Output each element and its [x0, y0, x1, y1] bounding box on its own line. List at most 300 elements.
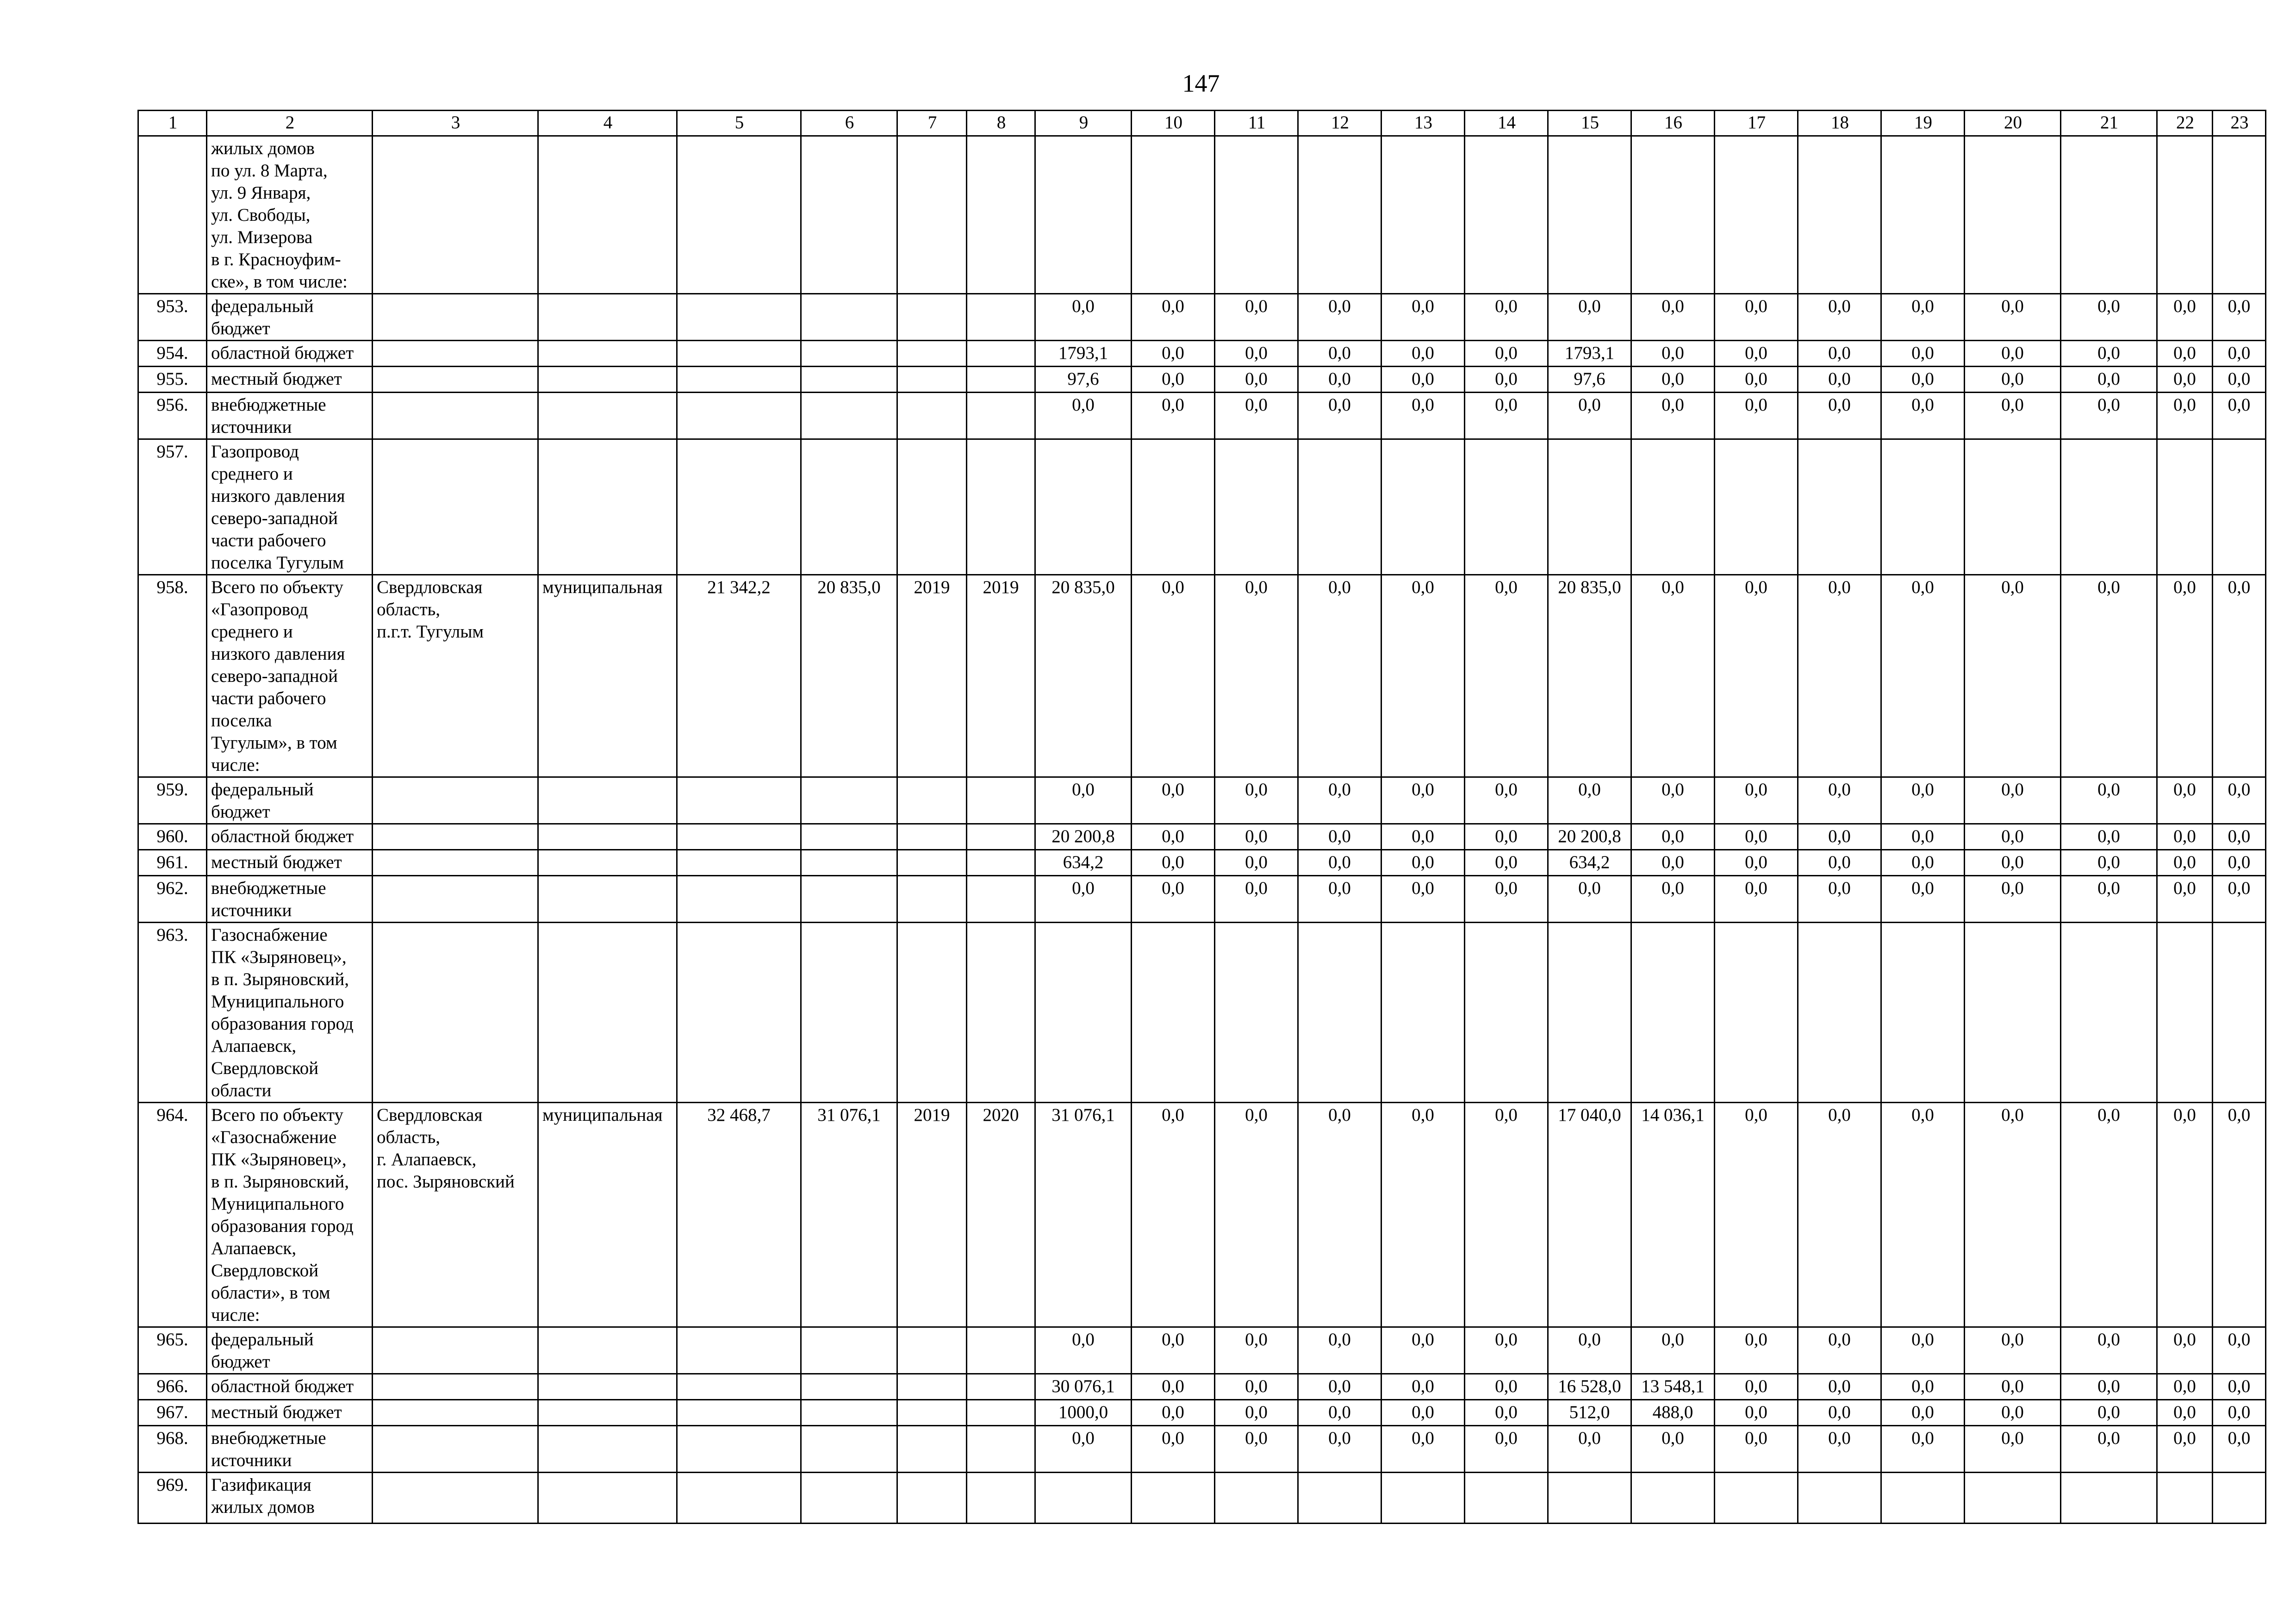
total-cost-cell	[801, 1374, 897, 1400]
item-name-cell: областной бюджет	[207, 824, 373, 850]
amount-cell: 0,0	[2061, 341, 2157, 367]
start-year-cell	[897, 824, 967, 850]
start-year-cell	[897, 1473, 967, 1524]
amount-cell: 0,0	[2213, 393, 2266, 439]
location-cell	[373, 1400, 538, 1426]
amount-cell: 0,0	[1965, 1400, 2061, 1426]
row-number-cell: 955.	[138, 367, 207, 393]
item-name-cell: федеральный бюджет	[207, 777, 373, 824]
amount-cell	[1465, 923, 1548, 1103]
amount-cell: 0,0	[1548, 1426, 1631, 1473]
amount-cell	[1465, 439, 1548, 575]
start-year-cell: 2019	[897, 575, 967, 777]
amount-cell: 0,0	[1381, 367, 1465, 393]
amount-cell: 0,0	[1381, 777, 1465, 824]
amount-cell	[2061, 439, 2157, 575]
end-year-cell	[967, 1327, 1035, 1374]
end-year-cell	[967, 439, 1035, 575]
total-cost-cell	[801, 1400, 897, 1426]
start-year-cell	[897, 294, 967, 341]
amount-cell: 0,0	[1798, 876, 1881, 923]
amount-cell: 0,0	[1881, 1103, 1965, 1327]
location-cell	[373, 341, 538, 367]
amount-cell: 0,0	[1381, 1400, 1465, 1426]
end-year-cell	[967, 341, 1035, 367]
amount-cell	[1881, 1473, 1965, 1524]
total-cost-cell	[801, 824, 897, 850]
amount-cell: 0,0	[1631, 575, 1715, 777]
table-row	[138, 439, 2266, 575]
ownership-cell	[538, 1327, 677, 1374]
amount-cell	[2157, 136, 2213, 294]
amount-cell: 0,0	[1132, 575, 1215, 777]
location-cell	[373, 850, 538, 876]
amount-cell: 0,0	[1715, 294, 1798, 341]
total-cost-cell	[801, 393, 897, 439]
table-row	[138, 367, 2266, 393]
amount-cell: 0,0	[1881, 876, 1965, 923]
amount-cell: 0,0	[1298, 824, 1381, 850]
row-number-cell: 962.	[138, 876, 207, 923]
table-row	[138, 393, 2266, 439]
amount-cell: 0,0	[2213, 777, 2266, 824]
amount-cell: 0,0	[2157, 1374, 2213, 1400]
estimated-cost-cell	[677, 850, 801, 876]
amount-cell: 0,0	[1132, 1426, 1215, 1473]
amount-cell: 0,0	[1215, 1374, 1298, 1400]
item-name-cell: Газификация жилых домов	[207, 1473, 373, 1524]
table-row	[138, 1473, 2266, 1524]
amount-cell: 0,0	[2061, 824, 2157, 850]
amount-cell: 0,0	[1965, 393, 2061, 439]
start-year-cell	[897, 341, 967, 367]
amount-cell	[1631, 1473, 1715, 1524]
end-year-cell: 2020	[967, 1103, 1035, 1327]
amount-cell: 0,0	[1035, 876, 1132, 923]
amount-cell: 0,0	[2157, 876, 2213, 923]
amount-cell	[1965, 136, 2061, 294]
amount-cell: 0,0	[1715, 367, 1798, 393]
row-number-cell: 957.	[138, 439, 207, 575]
amount-cell	[1298, 923, 1381, 1103]
amount-cell: 0,0	[1465, 294, 1548, 341]
amount-cell	[1381, 923, 1465, 1103]
amount-cell: 0,0	[1381, 1103, 1465, 1327]
amount-cell: 0,0	[1132, 1103, 1215, 1327]
amount-cell: 0,0	[1381, 850, 1465, 876]
amount-cell	[1215, 439, 1298, 575]
amount-cell: 0,0	[1215, 824, 1298, 850]
amount-cell	[1548, 439, 1631, 575]
table-row	[138, 294, 2266, 341]
estimated-cost-cell	[677, 294, 801, 341]
ownership-cell	[538, 1400, 677, 1426]
amount-cell: 0,0	[1965, 1103, 2061, 1327]
amount-cell: 0,0	[1465, 575, 1548, 777]
amount-cell	[1965, 923, 2061, 1103]
column-number-header: 9	[1035, 111, 1132, 136]
estimated-cost-cell	[677, 1473, 801, 1524]
amount-cell: 0,0	[2157, 341, 2213, 367]
column-number-header: 20	[1965, 111, 2061, 136]
amount-cell: 0,0	[1215, 876, 1298, 923]
amount-cell: 0,0	[2157, 1426, 2213, 1473]
estimated-cost-cell	[677, 393, 801, 439]
amount-cell: 0,0	[2213, 1103, 2266, 1327]
total-cost-cell	[801, 1426, 897, 1473]
ownership-cell	[538, 393, 677, 439]
column-number-header-row	[138, 111, 2266, 136]
total-cost-cell: 20 835,0	[801, 575, 897, 777]
row-number-cell: 959.	[138, 777, 207, 824]
amount-cell	[1215, 923, 1298, 1103]
amount-cell	[1881, 923, 1965, 1103]
amount-cell: 0,0	[1215, 1327, 1298, 1374]
amount-cell	[1548, 136, 1631, 294]
amount-cell: 0,0	[1631, 393, 1715, 439]
amount-cell: 0,0	[1798, 824, 1881, 850]
amount-cell	[1715, 439, 1798, 575]
column-number-header: 2	[207, 111, 373, 136]
location-cell: Свердловская область, п.г.т. Тугулым	[373, 575, 538, 777]
amount-cell: 0,0	[1215, 1400, 1298, 1426]
amount-cell: 0,0	[1215, 777, 1298, 824]
start-year-cell	[897, 1327, 967, 1374]
amount-cell: 0,0	[1631, 294, 1715, 341]
amount-cell: 0,0	[1715, 876, 1798, 923]
amount-cell: 0,0	[1215, 850, 1298, 876]
end-year-cell	[967, 1374, 1035, 1400]
row-number-cell: 958.	[138, 575, 207, 777]
amount-cell	[1298, 1473, 1381, 1524]
amount-cell	[2157, 439, 2213, 575]
page-number: 147	[1182, 69, 1220, 97]
amount-cell	[1798, 136, 1881, 294]
column-number-header: 3	[373, 111, 538, 136]
item-name-cell: Газопровод среднего и низкого давления северо-западной части рабочего поселка Тугулым	[207, 439, 373, 575]
ownership-cell	[538, 367, 677, 393]
column-number-header: 8	[967, 111, 1035, 136]
amount-cell: 0,0	[1298, 575, 1381, 777]
end-year-cell	[967, 777, 1035, 824]
amount-cell: 0,0	[1298, 294, 1381, 341]
amount-cell: 0,0	[1465, 850, 1548, 876]
amount-cell: 0,0	[2061, 1327, 2157, 1374]
amount-cell	[1715, 923, 1798, 1103]
amount-cell	[1548, 923, 1631, 1103]
amount-cell: 0,0	[2157, 777, 2213, 824]
amount-cell: 488,0	[1631, 1400, 1715, 1426]
amount-cell: 0,0	[1465, 777, 1548, 824]
table-row	[138, 850, 2266, 876]
ownership-cell	[538, 294, 677, 341]
amount-cell: 0,0	[1798, 1374, 1881, 1400]
amount-cell: 0,0	[1715, 850, 1798, 876]
amount-cell: 0,0	[1381, 824, 1465, 850]
amount-cell: 97,6	[1548, 367, 1631, 393]
amount-cell: 0,0	[1381, 575, 1465, 777]
total-cost-cell	[801, 850, 897, 876]
location-cell	[373, 1327, 538, 1374]
item-name-cell: местный бюджет	[207, 1400, 373, 1426]
row-number-cell: 960.	[138, 824, 207, 850]
amount-cell: 0,0	[1548, 876, 1631, 923]
column-number-header: 23	[2213, 111, 2266, 136]
amount-cell: 0,0	[2157, 1103, 2213, 1327]
total-cost-cell: 31 076,1	[801, 1103, 897, 1327]
amount-cell: 0,0	[1298, 341, 1381, 367]
amount-cell: 0,0	[1132, 341, 1215, 367]
amount-cell: 0,0	[1132, 1374, 1215, 1400]
amount-cell	[1215, 1473, 1298, 1524]
amount-cell: 0,0	[2061, 1374, 2157, 1400]
column-number-header: 21	[2061, 111, 2157, 136]
amount-cell	[1548, 1473, 1631, 1524]
end-year-cell	[967, 393, 1035, 439]
amount-cell: 0,0	[1298, 850, 1381, 876]
amount-cell: 31 076,1	[1035, 1103, 1132, 1327]
amount-cell: 0,0	[2213, 824, 2266, 850]
row-number-cell: 965.	[138, 1327, 207, 1374]
end-year-cell	[967, 136, 1035, 294]
location-cell	[373, 136, 538, 294]
row-number-cell: 968.	[138, 1426, 207, 1473]
amount-cell: 16 528,0	[1548, 1374, 1631, 1400]
amount-cell: 0,0	[1035, 1426, 1132, 1473]
end-year-cell	[967, 1400, 1035, 1426]
ownership-cell: муниципальная	[538, 575, 677, 777]
amount-cell: 0,0	[1298, 367, 1381, 393]
amount-cell: 0,0	[2213, 575, 2266, 777]
estimated-cost-cell	[677, 1426, 801, 1473]
start-year-cell	[897, 923, 967, 1103]
amount-cell: 0,0	[1298, 876, 1381, 923]
amount-cell: 0,0	[1381, 393, 1465, 439]
amount-cell: 0,0	[1881, 294, 1965, 341]
amount-cell	[1215, 136, 1298, 294]
location-cell	[373, 777, 538, 824]
amount-cell	[2213, 136, 2266, 294]
location-cell	[373, 367, 538, 393]
amount-cell: 0,0	[1715, 1327, 1798, 1374]
table-row	[138, 1374, 2266, 1400]
amount-cell	[1381, 1473, 1465, 1524]
amount-cell: 0,0	[1381, 1426, 1465, 1473]
location-cell	[373, 393, 538, 439]
amount-cell: 0,0	[1465, 1400, 1548, 1426]
total-cost-cell	[801, 1473, 897, 1524]
table-row	[138, 1426, 2266, 1473]
amount-cell: 0,0	[1548, 393, 1631, 439]
row-number-cell: 953.	[138, 294, 207, 341]
amount-cell	[1715, 136, 1798, 294]
amount-cell: 0,0	[1881, 1327, 1965, 1374]
amount-cell: 0,0	[1132, 294, 1215, 341]
item-name-cell: внебюджетные источники	[207, 1426, 373, 1473]
amount-cell	[1035, 1473, 1132, 1524]
amount-cell: 0,0	[2061, 575, 2157, 777]
start-year-cell	[897, 136, 967, 294]
amount-cell: 0,0	[1715, 575, 1798, 777]
amount-cell: 0,0	[1035, 294, 1132, 341]
amount-cell: 0,0	[1631, 824, 1715, 850]
table-row	[138, 824, 2266, 850]
amount-cell	[2061, 1473, 2157, 1524]
total-cost-cell	[801, 1327, 897, 1374]
amount-cell	[2213, 439, 2266, 575]
amount-cell: 0,0	[2157, 294, 2213, 341]
item-name-cell: федеральный бюджет	[207, 1327, 373, 1374]
amount-cell: 0,0	[1798, 850, 1881, 876]
estimated-cost-cell	[677, 367, 801, 393]
location-cell	[373, 824, 538, 850]
amount-cell: 0,0	[2213, 1400, 2266, 1426]
table-row	[138, 1327, 2266, 1374]
amount-cell: 0,0	[1298, 1374, 1381, 1400]
amount-cell	[1132, 1473, 1215, 1524]
table-row	[138, 341, 2266, 367]
item-name-cell: Всего по объекту «Газопровод среднего и низкого давления северо-западной части рабочего поселка Тугулым», в том числе:	[207, 575, 373, 777]
total-cost-cell	[801, 367, 897, 393]
amount-cell: 0,0	[1215, 393, 1298, 439]
estimated-cost-cell	[677, 136, 801, 294]
amount-cell: 20 835,0	[1035, 575, 1132, 777]
end-year-cell	[967, 824, 1035, 850]
start-year-cell	[897, 876, 967, 923]
amount-cell: 0,0	[2157, 575, 2213, 777]
location-cell	[373, 923, 538, 1103]
amount-cell: 0,0	[1965, 777, 2061, 824]
row-number-cell: 954.	[138, 341, 207, 367]
column-number-header: 18	[1798, 111, 1881, 136]
amount-cell: 1000,0	[1035, 1400, 1132, 1426]
amount-cell: 0,0	[2061, 777, 2157, 824]
amount-cell: 0,0	[1381, 876, 1465, 923]
row-number-cell	[138, 136, 207, 294]
amount-cell: 0,0	[1631, 876, 1715, 923]
table-row	[138, 575, 2266, 777]
table-row	[138, 777, 2266, 824]
amount-cell	[1465, 136, 1548, 294]
column-number-header: 22	[2157, 111, 2213, 136]
amount-cell: 20 835,0	[1548, 575, 1631, 777]
amount-cell: 0,0	[2213, 341, 2266, 367]
amount-cell: 0,0	[1881, 850, 1965, 876]
start-year-cell	[897, 367, 967, 393]
column-number-header: 12	[1298, 111, 1381, 136]
amount-cell: 1793,1	[1035, 341, 1132, 367]
start-year-cell	[897, 393, 967, 439]
amount-cell: 0,0	[1298, 1327, 1381, 1374]
amount-cell	[2157, 1473, 2213, 1524]
column-number-header: 19	[1881, 111, 1965, 136]
estimated-cost-cell	[677, 1374, 801, 1400]
amount-cell	[1798, 1473, 1881, 1524]
amount-cell: 0,0	[2157, 367, 2213, 393]
item-name-cell: местный бюджет	[207, 850, 373, 876]
start-year-cell	[897, 1374, 967, 1400]
amount-cell: 0,0	[2061, 367, 2157, 393]
location-cell	[373, 294, 538, 341]
amount-cell: 0,0	[1631, 1426, 1715, 1473]
start-year-cell	[897, 1400, 967, 1426]
amount-cell	[1035, 923, 1132, 1103]
amount-cell: 0,0	[1035, 393, 1132, 439]
column-number-header: 17	[1715, 111, 1798, 136]
row-number-cell: 961.	[138, 850, 207, 876]
amount-cell: 0,0	[1798, 777, 1881, 824]
amount-cell: 0,0	[1548, 777, 1631, 824]
amount-cell: 0,0	[1965, 1374, 2061, 1400]
estimated-cost-cell	[677, 876, 801, 923]
row-number-cell: 956.	[138, 393, 207, 439]
amount-cell: 0,0	[2157, 1327, 2213, 1374]
amount-cell	[1465, 1473, 1548, 1524]
amount-cell	[1132, 923, 1215, 1103]
amount-cell: 0,0	[1631, 777, 1715, 824]
estimated-cost-cell	[677, 1327, 801, 1374]
amount-cell: 0,0	[1215, 1426, 1298, 1473]
location-cell	[373, 1374, 538, 1400]
amount-cell: 0,0	[1965, 850, 2061, 876]
amount-cell: 0,0	[1881, 575, 1965, 777]
amount-cell: 0,0	[1631, 341, 1715, 367]
amount-cell: 0,0	[1465, 1327, 1548, 1374]
amount-cell: 0,0	[1881, 1374, 1965, 1400]
amount-cell: 97,6	[1035, 367, 1132, 393]
column-number-header: 11	[1215, 111, 1298, 136]
amount-cell	[1631, 923, 1715, 1103]
total-cost-cell	[801, 876, 897, 923]
amount-cell: 0,0	[1965, 294, 2061, 341]
item-name-cell: Всего по объекту «Газоснабжение ПК «Зыряновец», в п. Зыряновский, Муниципального образования город Алапаевск, Свердловской области», в том числе:	[207, 1103, 373, 1327]
amount-cell	[1035, 439, 1132, 575]
amount-cell: 0,0	[1965, 575, 2061, 777]
row-number-cell: 967.	[138, 1400, 207, 1426]
amount-cell: 512,0	[1548, 1400, 1631, 1426]
amount-cell: 20 200,8	[1548, 824, 1631, 850]
ownership-cell	[538, 923, 677, 1103]
total-cost-cell	[801, 439, 897, 575]
total-cost-cell	[801, 923, 897, 1103]
amount-cell: 0,0	[2157, 1400, 2213, 1426]
ownership-cell	[538, 824, 677, 850]
amount-cell: 0,0	[2213, 850, 2266, 876]
column-number-header: 10	[1132, 111, 1215, 136]
amount-cell: 0,0	[1215, 294, 1298, 341]
amount-cell: 0,0	[1631, 850, 1715, 876]
amount-cell: 0,0	[2061, 1400, 2157, 1426]
start-year-cell	[897, 439, 967, 575]
amount-cell: 13 548,1	[1631, 1374, 1715, 1400]
amount-cell	[1298, 136, 1381, 294]
amount-cell: 0,0	[1465, 1374, 1548, 1400]
amount-cell: 0,0	[1715, 1374, 1798, 1400]
amount-cell: 0,0	[1881, 1400, 1965, 1426]
amount-cell	[1035, 136, 1132, 294]
estimated-cost-cell: 21 342,2	[677, 575, 801, 777]
table-row	[138, 1103, 2266, 1327]
ownership-cell	[538, 1473, 677, 1524]
amount-cell: 0,0	[1798, 575, 1881, 777]
item-name-cell: федеральный бюджет	[207, 294, 373, 341]
total-cost-cell	[801, 136, 897, 294]
start-year-cell	[897, 1426, 967, 1473]
amount-cell: 0,0	[2157, 393, 2213, 439]
column-number-header: 7	[897, 111, 967, 136]
amount-cell: 0,0	[1798, 294, 1881, 341]
amount-cell	[1965, 1473, 2061, 1524]
